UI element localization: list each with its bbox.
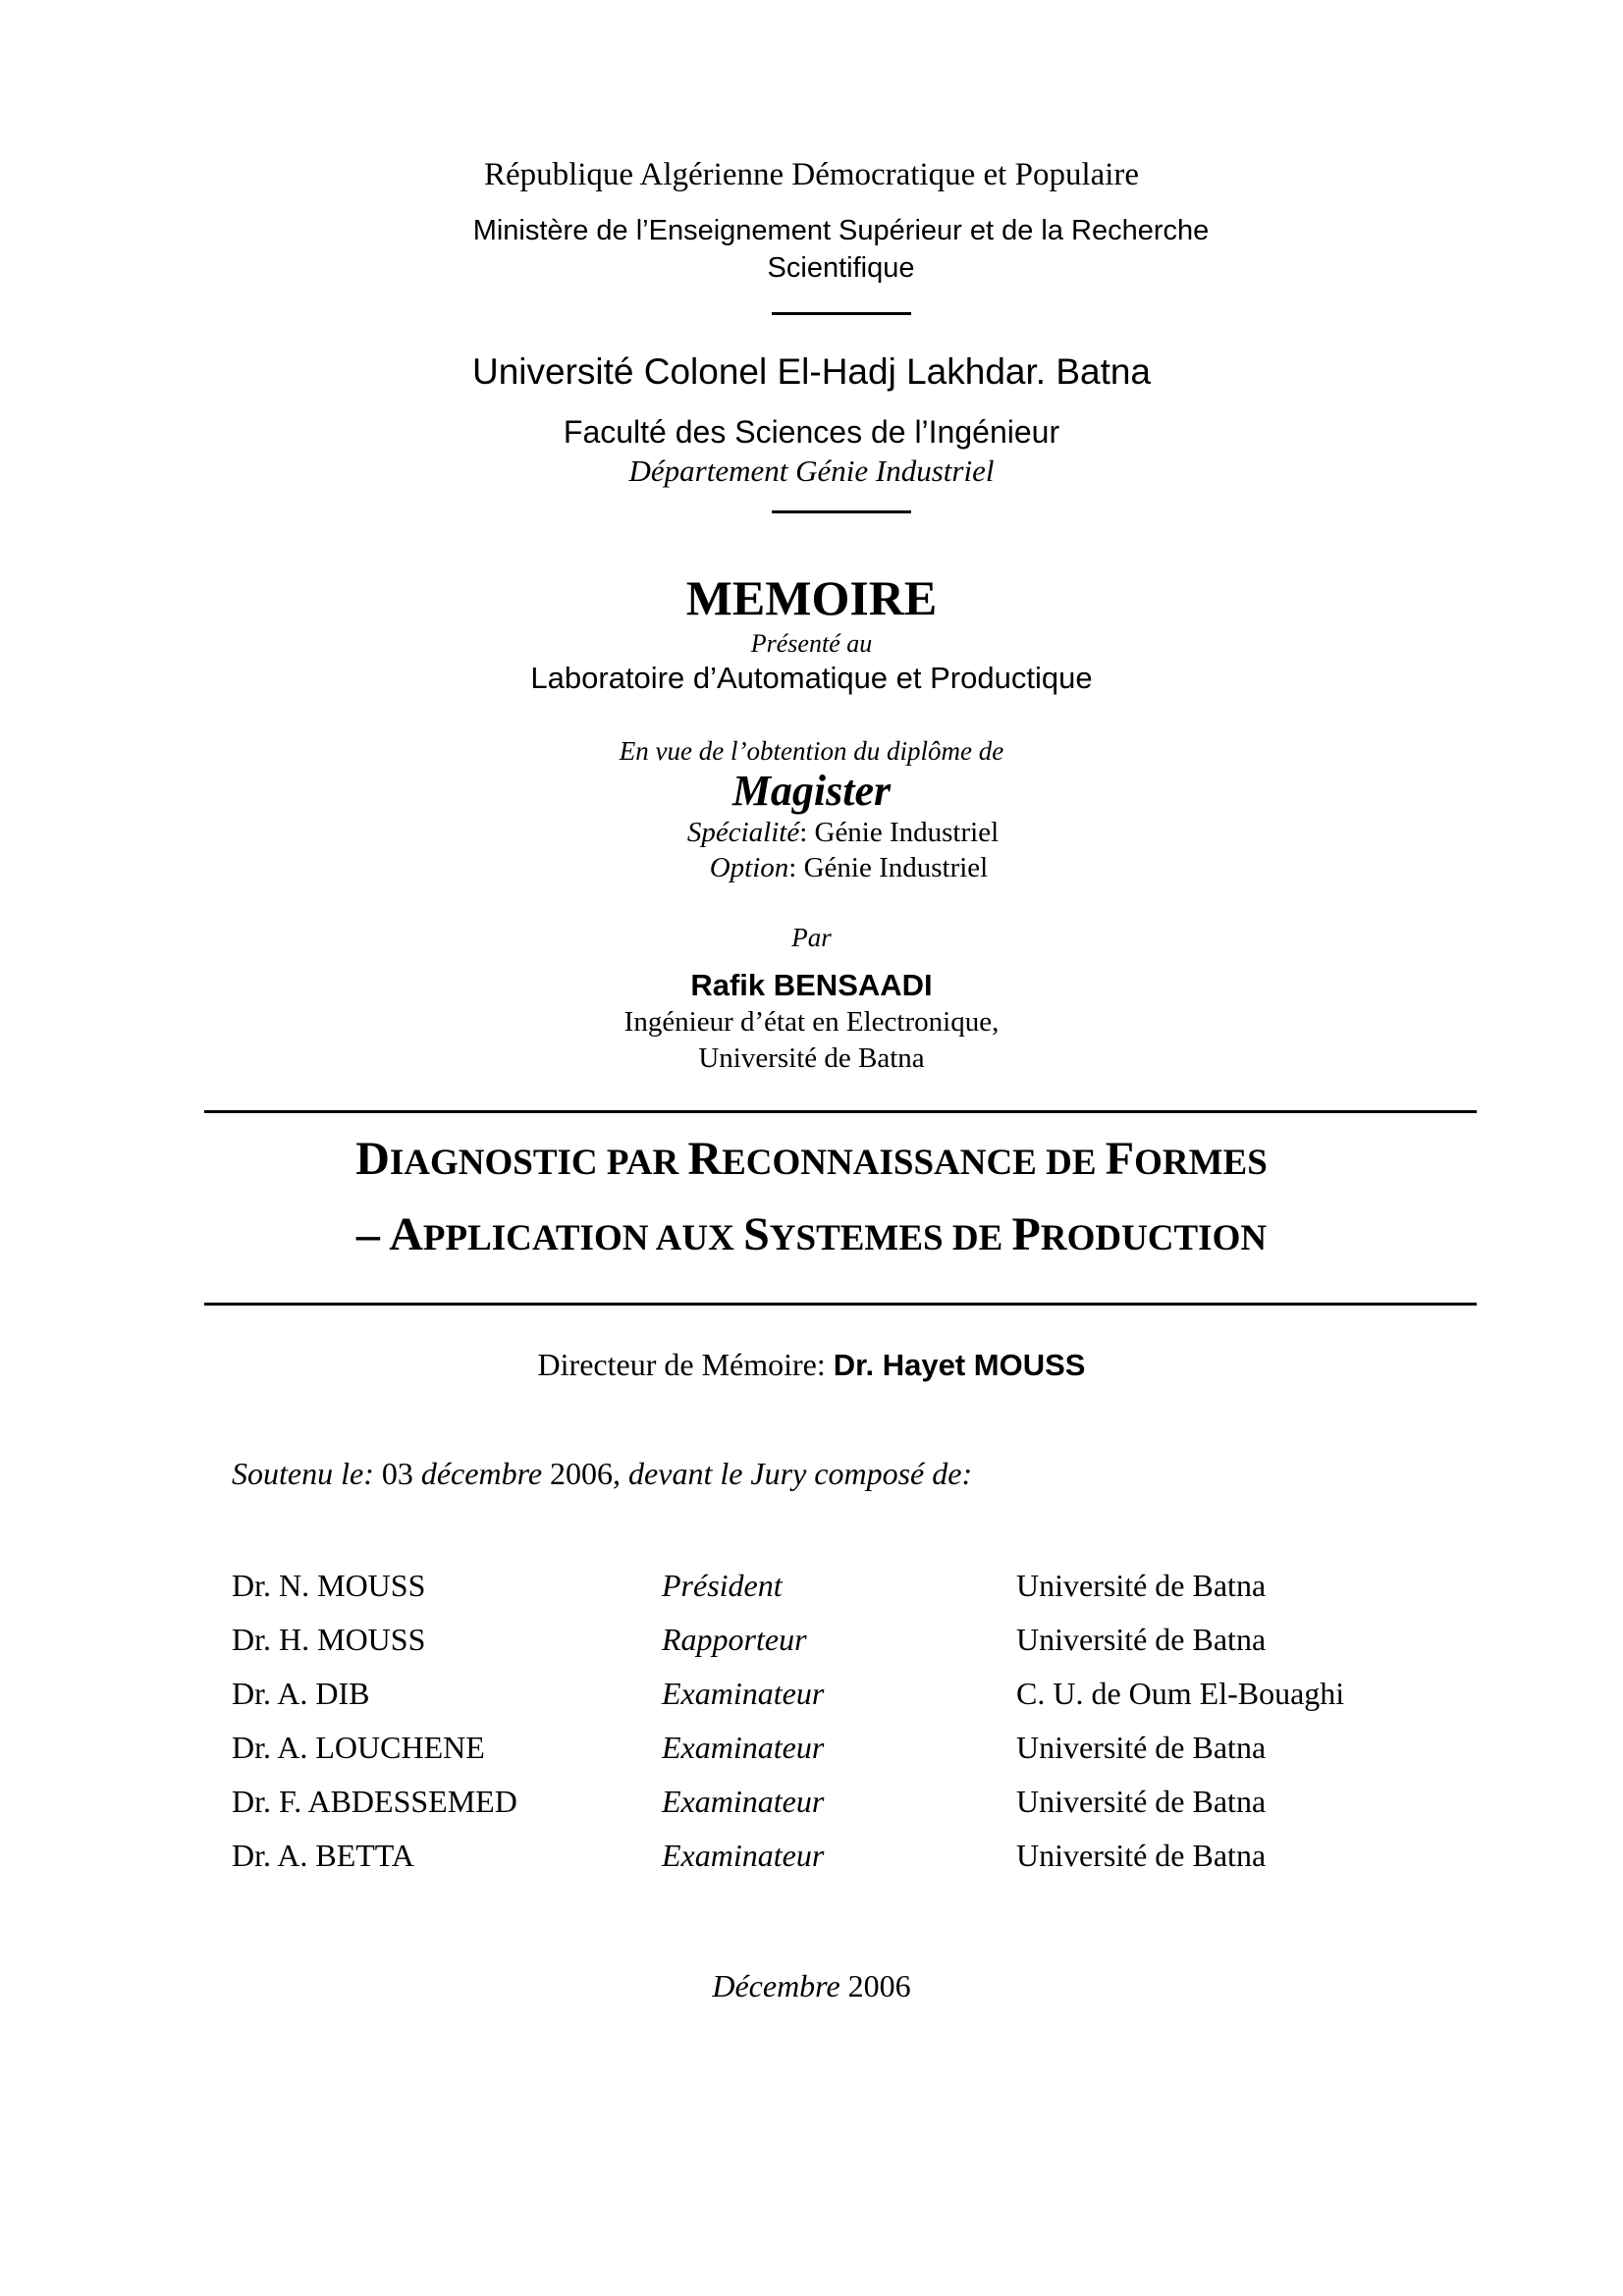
jury-member-name: Dr. A. DIB xyxy=(232,1676,370,1711)
separator-rule xyxy=(772,312,911,315)
jury-member-role: Examinateur xyxy=(662,1784,825,1819)
jury-row xyxy=(0,1784,1623,1833)
thesis-title-line-1: DIAGNOSTIC PAR RECONNAISSANCE DE FORMES xyxy=(355,1133,1268,1185)
jury-member-role: Président xyxy=(662,1568,783,1603)
option-value: : Génie Industriel xyxy=(788,852,989,883)
ministry-line-2: Scientifique xyxy=(767,252,915,284)
jury-member-name: Dr. H. MOUSS xyxy=(232,1622,426,1657)
university-name: Université Colonel El-Hadj Lakhdar. Batna xyxy=(471,351,1152,392)
title-top-rule xyxy=(204,1110,1477,1113)
thesis-title-line-2: – APPLICATION AUX SYSTEMES DE PRODUCTION xyxy=(355,1208,1268,1260)
department-name: Département Génie Industriel xyxy=(628,454,995,488)
ministry-line-1: Ministère de l’Enseignement Supérieur et de la Recherche xyxy=(472,215,1210,246)
obtention-line: En vue de l’obtention du diplôme de xyxy=(619,736,1004,766)
jury-member-institution: C. U. de Oum El-Bouaghi xyxy=(1016,1676,1345,1711)
jury-member-name: Dr. N. MOUSS xyxy=(232,1568,426,1603)
jury-member-name: Dr. A. BETTA xyxy=(232,1838,414,1873)
author-title: Ingénieur d’état en Electronique, xyxy=(623,1006,1000,1038)
memoire-heading: MEMOIRE xyxy=(685,570,938,625)
jury-member-name: Dr. F. ABDESSEMED xyxy=(232,1784,517,1819)
jury-row xyxy=(0,1568,1623,1617)
footer-month: Décembre xyxy=(712,1968,848,2003)
jury-member-institution: Université de Batna xyxy=(1016,1784,1267,1819)
jury-member-role: Examinateur xyxy=(662,1730,825,1765)
faculty-name: Faculté des Sciences de l’Ingénieur xyxy=(563,414,1060,450)
jury-member-institution: Université de Batna xyxy=(1016,1622,1267,1657)
author-name: Rafik BENSAADI xyxy=(690,968,933,1002)
jury-member-institution: Université de Batna xyxy=(1016,1568,1267,1603)
diploma-name: Magister xyxy=(731,767,892,815)
jury-row xyxy=(0,1622,1623,1671)
jury-member-institution: Université de Batna xyxy=(1016,1838,1267,1873)
footer-date xyxy=(0,1968,1623,2004)
presented-at: Présenté au xyxy=(750,629,873,658)
jury-member-institution: Université de Batna xyxy=(1016,1730,1267,1765)
laboratory-name: Laboratoire d’Automatique et Productique xyxy=(530,661,1093,695)
defense-line: Soutenu le: 03 décembre 2006, devant le Jury composé de: xyxy=(232,1456,973,1491)
speciality-line xyxy=(31,817,1623,849)
jury-row xyxy=(0,1838,1623,1887)
author-university: Université de Batna xyxy=(698,1042,925,1074)
jury-row xyxy=(0,1730,1623,1779)
jury-member-role: Rapporteur xyxy=(662,1622,807,1657)
speciality-label: Spécialité xyxy=(686,817,800,848)
title-bottom-rule xyxy=(204,1303,1477,1306)
jury-row xyxy=(0,1676,1623,1725)
separator-rule xyxy=(772,510,911,513)
option-label: Option xyxy=(709,852,789,883)
director-line xyxy=(0,1347,1623,1383)
director-label: Directeur de Mémoire: xyxy=(537,1347,834,1382)
republic-line: République Algérienne Démocratique et Populaire xyxy=(483,157,1140,192)
jury-member-role: Examinateur xyxy=(662,1676,825,1711)
option-line xyxy=(37,852,1623,884)
director-name: Dr. Hayet MOUSS xyxy=(833,1348,1086,1382)
jury-member-name: Dr. A. LOUCHENE xyxy=(232,1730,485,1765)
by-line: Par xyxy=(791,923,832,952)
jury-member-role: Examinateur xyxy=(662,1838,825,1873)
speciality-value: : Génie Industriel xyxy=(799,817,1000,848)
footer-year: 2006 xyxy=(847,1968,911,2003)
